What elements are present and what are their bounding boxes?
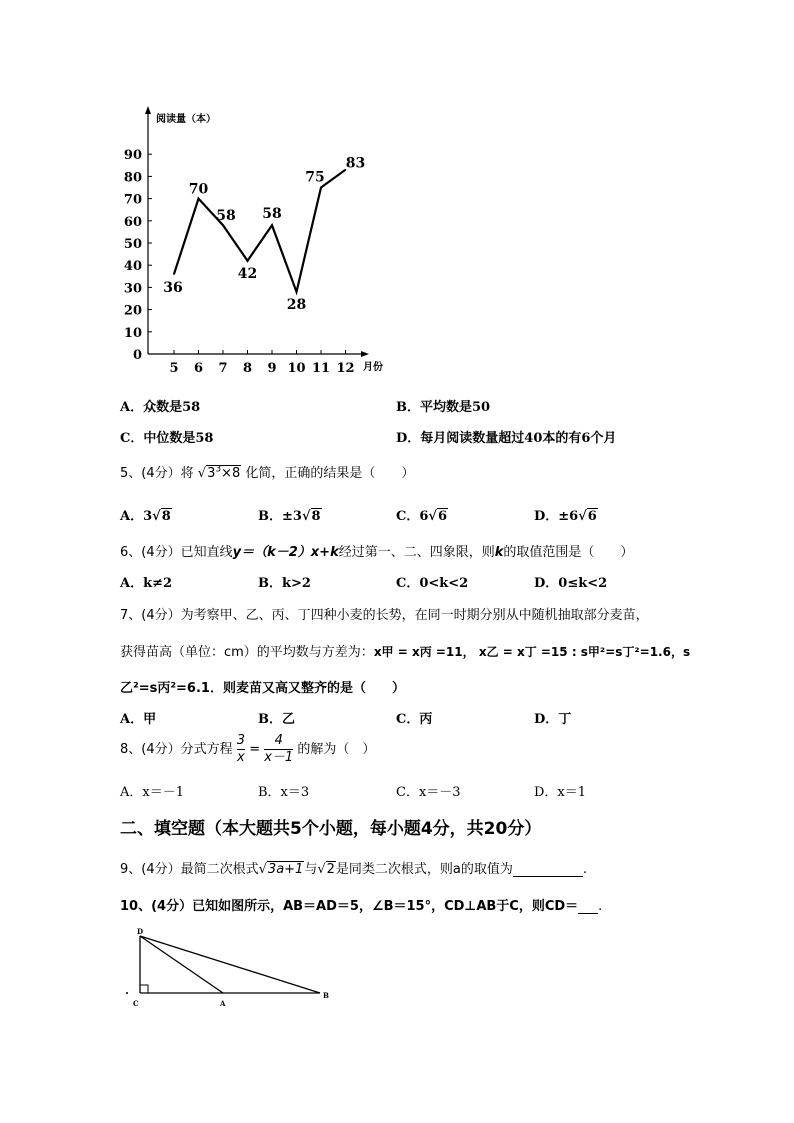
data-label: 83 xyxy=(345,155,366,172)
y-axis-label: 阅读量（本） xyxy=(156,114,216,125)
q4-option-a[interactable]: A．众数是58 xyxy=(120,400,201,415)
y-tick-label: 40 xyxy=(123,259,142,275)
x-tick-label: 11 xyxy=(311,361,331,376)
data-label: 42 xyxy=(237,265,258,282)
q5-option-d[interactable]: D．±6√6 xyxy=(534,509,597,524)
q4-option-c[interactable]: C．中位数是58 xyxy=(120,431,214,446)
q5-option-b[interactable]: B．±3√8 xyxy=(258,509,321,524)
y-tick-label: 90 xyxy=(123,148,142,164)
label-d: D xyxy=(137,927,144,936)
x-axis-label: 月份 xyxy=(363,362,383,373)
y-tick-label: 60 xyxy=(123,214,142,230)
q9-stem: 9、(4分）最简二次根式√3a+1与√2是同类二次根式，则a的取值为 . xyxy=(120,862,588,877)
y-tick-label: 30 xyxy=(123,281,142,297)
y-tick-label: 20 xyxy=(123,303,142,319)
data-label: 58 xyxy=(262,206,282,223)
data-point xyxy=(222,224,224,226)
data-point xyxy=(271,224,273,226)
q5-option-c[interactable]: C．6√6 xyxy=(396,509,447,524)
y-tick-label: 70 xyxy=(123,192,142,208)
label-c: C xyxy=(133,999,139,1008)
data-label: 75 xyxy=(305,169,325,186)
data-point xyxy=(320,187,322,189)
q6-option-a[interactable]: A．k≠2 xyxy=(120,576,173,591)
q8-option-d[interactable]: D．x＝1 xyxy=(534,785,587,800)
x-tick-label: 9 xyxy=(267,361,277,376)
q5-stem: 5、(4分）将 $√3^3\times 8$ 化简，正确的结果是（ ） xyxy=(120,464,415,481)
q7-option-c[interactable]: C．丙 xyxy=(396,712,433,727)
x-tick-label: 6 xyxy=(193,361,204,376)
y-tick-label: 0 xyxy=(132,348,142,363)
x-tick-label: 10 xyxy=(287,361,306,376)
q4-option-d[interactable]: D．每月阅读数量超过40本的有6个月 xyxy=(396,431,617,446)
q5-option-a[interactable]: A．3√8 xyxy=(120,509,171,524)
y-tick-label: 80 xyxy=(123,170,142,186)
q8-option-a[interactable]: A．x＝－1 xyxy=(120,785,184,800)
data-point xyxy=(296,291,298,293)
q6-stem: 6、(4分）已知直线y＝（k－2）x+k经过第一、二、四象限，则k的取值范围是（ ） xyxy=(120,545,634,560)
data-label: 58 xyxy=(216,208,236,225)
data-point xyxy=(198,198,200,200)
reading-line-chart xyxy=(110,100,400,385)
triangle-figure xyxy=(115,926,335,1016)
label-a: A xyxy=(220,999,226,1008)
q8-option-b[interactable]: B．x＝3 xyxy=(258,785,310,800)
q6-option-d[interactable]: D．0≤k<2 xyxy=(534,576,608,591)
answer-blank[interactable] xyxy=(513,863,583,877)
answer-blank[interactable] xyxy=(578,900,598,914)
x-tick-label: 8 xyxy=(242,361,253,376)
y-tick-label: 10 xyxy=(123,325,142,341)
section-heading-fill-in: 二、填空题（本大题共5个小题，每小题4分，共20分） xyxy=(120,819,542,839)
q6-option-c[interactable]: C．0<k<2 xyxy=(396,576,469,591)
y-tick-label: 50 xyxy=(123,237,142,252)
x-axis-arrow xyxy=(361,351,369,357)
label-b: B xyxy=(323,991,329,1000)
x-tick-label: 5 xyxy=(169,361,179,376)
q7-option-a[interactable]: A．甲 xyxy=(120,712,157,727)
q7-option-b[interactable]: B．乙 xyxy=(258,712,295,727)
q6-option-b[interactable]: B．k>2 xyxy=(258,576,311,591)
q7-stem-line1: 7、(4分）为考察甲、乙、丙、丁四种小麦的长势，在同一时期分别从中随机抽取部分麦苗， xyxy=(120,608,649,623)
fraction-4-over-x-minus-1: $\frac{4}{x-1}$ xyxy=(264,733,294,765)
data-point xyxy=(247,260,249,262)
q10-stem: 10、(4分）已知如图所示，AB＝AD＝5，∠B＝15°，CD⊥AB于C，则CD＝ . xyxy=(120,899,603,914)
radical-expression: $√3^3\times 8$ xyxy=(197,464,241,481)
data-label: 28 xyxy=(286,296,307,313)
data-label: 36 xyxy=(163,280,183,297)
q7-option-d[interactable]: D．丁 xyxy=(534,712,572,727)
y-axis-arrow xyxy=(145,106,151,114)
q7-stem-line2: 获得苗高（单位：cm）的平均数与方差为：x甲 = x丙 =11， x乙 = x丁 =15 : s甲²=s丁²=1.6，s xyxy=(120,645,691,660)
data-point xyxy=(173,273,175,275)
fraction-3-over-x: $\frac{3}{x}$ xyxy=(236,733,246,765)
q4-option-b[interactable]: B．平均数是50 xyxy=(396,400,491,415)
q7-stem-line3: 乙²=s丙²=6.1．则麦苗又高又整齐的是（ ） xyxy=(120,681,405,696)
x-tick-label: 7 xyxy=(218,361,228,376)
q8-stem: 8、(4分）分式方程 $\frac{3}{x}$ = $\frac{4}{x-1}$ 的解为（ ） xyxy=(120,733,376,765)
q8-option-c[interactable]: C．x＝－3 xyxy=(396,785,461,800)
data-label: 70 xyxy=(188,181,209,198)
x-tick-label: 12 xyxy=(336,361,355,376)
